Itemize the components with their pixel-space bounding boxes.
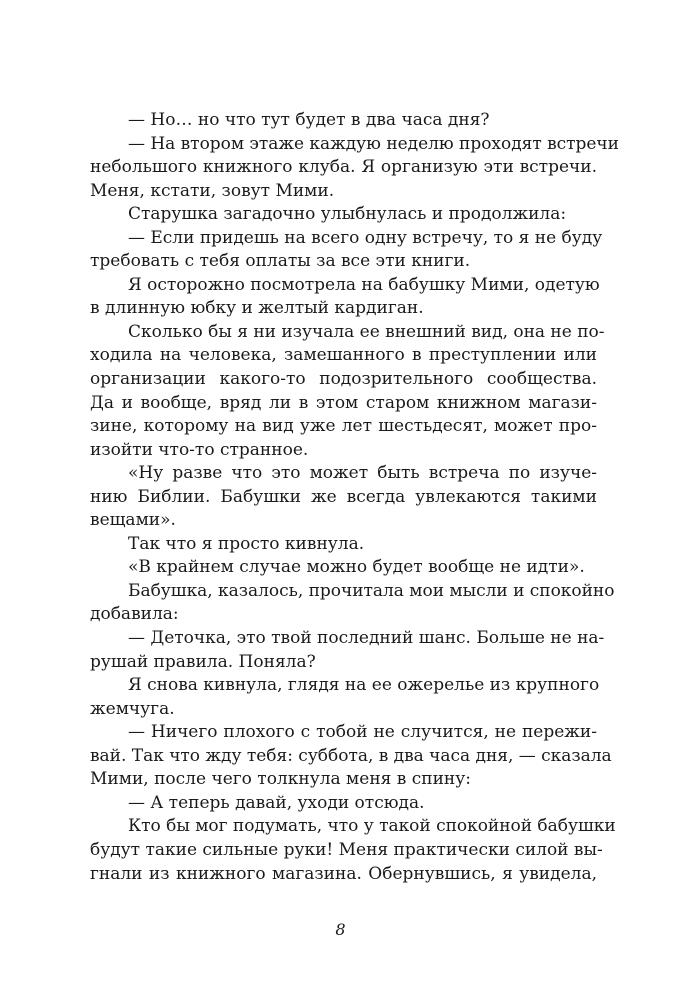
text-line: небольшого книжного клуба. Я организую эти встречи. xyxy=(90,157,597,178)
text-line: вай. Так что жду тебя: суббота, в два часа дня, — сказала xyxy=(90,745,612,766)
text-line: Кто бы мог подумать, что у такой спокойной бабушки xyxy=(128,816,616,837)
text-line: — А теперь давай, уходи отсюда. xyxy=(128,792,425,813)
text-line: вещами». xyxy=(90,510,176,531)
text-line: — Деточка, это твой последний шанс. Больше не на- xyxy=(128,628,605,649)
text-line: Старушка загадочно улыбнулась и продолжила: xyxy=(128,204,567,225)
text-line: — На втором этаже каждую неделю проходят встречи xyxy=(128,133,619,154)
text-line: Да и вообще, вряд ли в этом старом книжном магази- xyxy=(90,392,597,413)
text-line: — Но… но что тут будет в два часа дня? xyxy=(128,110,490,130)
text-line: «В крайнем случае можно будет вообще не идти». xyxy=(128,557,585,578)
text-line: Бабушка, казалось, прочитала мои мысли и спокойно xyxy=(128,580,615,601)
text-line: жемчуга. xyxy=(90,698,175,719)
text-line: Я снова кивнула, глядя на ее ожерелье из крупного xyxy=(128,675,600,696)
body-text xyxy=(90,109,619,886)
text-line: организации какого-то подозрительного сообщества. xyxy=(90,369,597,390)
text-line: зине, которому на вид уже лет шестьдесят, может про- xyxy=(90,416,597,437)
text-line: изойти что-то странное. xyxy=(90,439,309,460)
text-line: будут такие сильные руки! Меня практически силой вы- xyxy=(90,839,603,860)
text-line: требовать с тебя оплаты за все эти книги. xyxy=(90,251,471,272)
text-line: Я осторожно посмотрела на бабушку Мими, одетую xyxy=(128,274,600,295)
text-line: добавила: xyxy=(90,604,179,625)
text-line: Сколько бы я ни изучала ее внешний вид, она не по- xyxy=(128,321,605,342)
text-line: в длинную юбку и желтый кардиган. xyxy=(90,298,424,319)
page-number: 8 xyxy=(335,920,346,939)
text-line: Меня, кстати, зовут Мими. xyxy=(90,180,335,201)
text-line: Мими, после чего толкнула меня в спину: xyxy=(90,769,471,790)
text-line: гнали из книжного магазина. Обернувшись, я увидела, xyxy=(90,863,597,884)
text-line: ходила на человека, замешанного в преступлении или xyxy=(90,345,597,366)
text-line: «Ну разве что это может быть встреча по изуче- xyxy=(128,463,597,484)
text-line: — Ничего плохого с тобой не случится, не пережи- xyxy=(128,722,597,743)
text-line: — Если придешь на всего одну встречу, то я не буду xyxy=(128,227,603,248)
text-line: нию Библии. Бабушки же всегда увлекаются такими xyxy=(90,486,597,507)
text-line: Так что я просто кивнула. xyxy=(128,533,365,554)
text-line: рушай правила. Поняла? xyxy=(90,651,316,672)
